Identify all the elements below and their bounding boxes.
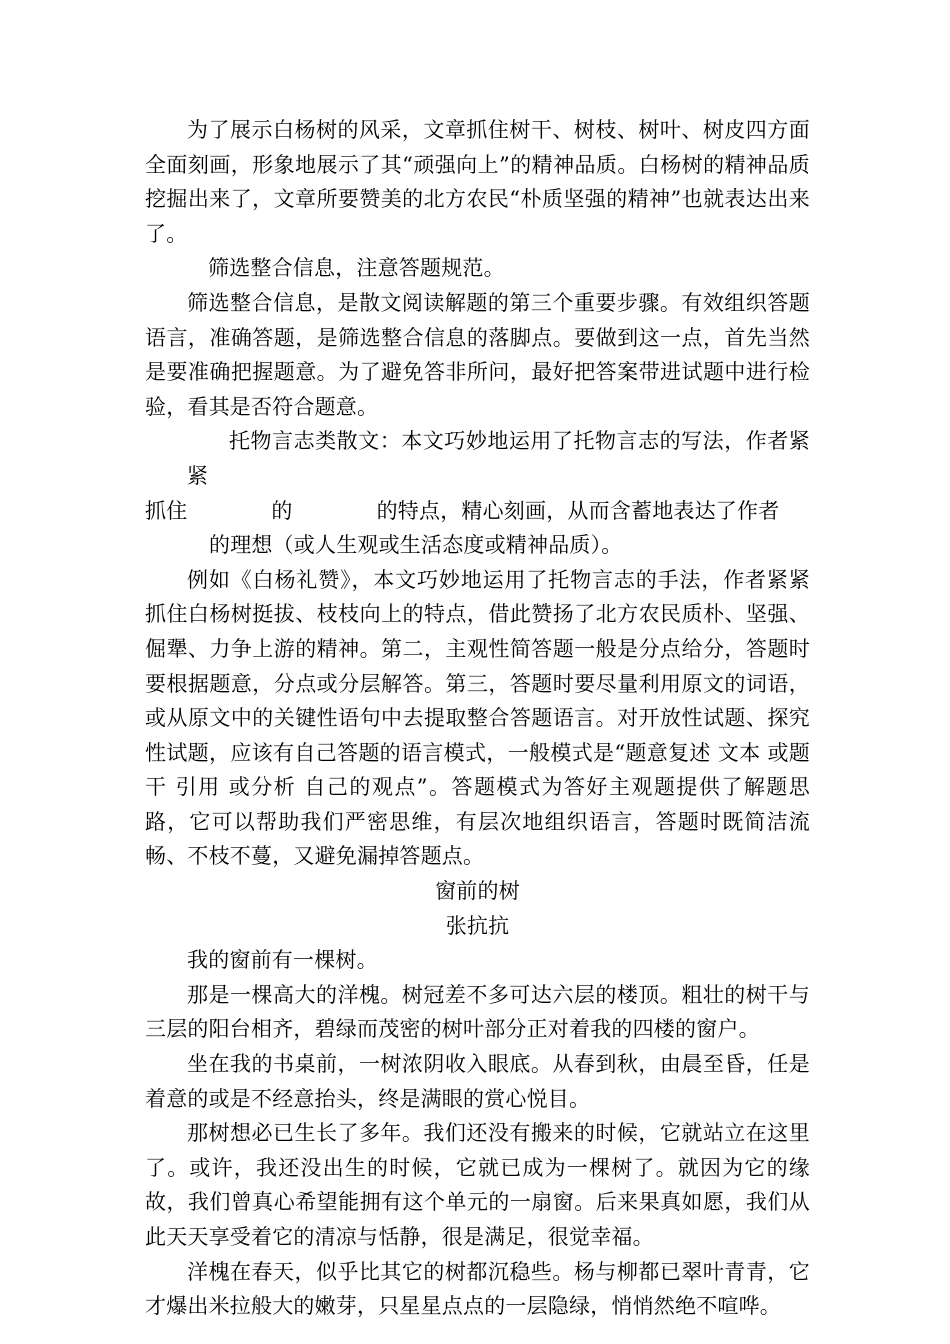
paragraph-example-baiyang: 例如《白杨礼赞》，本文巧妙地运用了托物言志的手法，作者紧紧抓住白杨树挺拔、枝枝向上的特点，借此赞扬了北方农民质朴、坚强、倔犟、力争上游的精神。第二，主观性简答题一般是分点给分，答题时要根据题意，分点或分层解答。第三，答题时要尽量利用原文的词语，或从原文中的关键性语句中去提取整合答题语言。对开放性试题、探究性试题，应该有自己答题的语言模式，一般模式是“题意复述 文本 或题干 引用 或分析 自己的观点”。答题模式为答好主观题提供了解题思路，它可以帮助我们严密思维，有层次地组织语言，答题时既简洁流畅、不枝不蔓，又避免漏掉答题点。 (145, 567, 810, 869)
essay-author: 张抗抗 (445, 913, 510, 938)
template-line-3: 的理想（或人生观或生活态度或精神品质）。 (209, 533, 623, 558)
essay-paragraph-1: 我的窗前有一棵树。 (187, 948, 378, 973)
template-line-1: 托物言志类散文：本文巧妙地运用了托物言志的写法，作者紧紧 (187, 429, 810, 488)
template-text-c: 的特点，精心刻画，从而含蓄地表达了作者 (376, 498, 780, 523)
document-body (145, 113, 810, 1324)
essay-title: 窗前的树 (435, 879, 520, 904)
template-text-a: 抓住 (145, 498, 188, 523)
template-line-2 (145, 494, 810, 529)
essay-paragraph-2: 那是一棵高大的洋槐。树冠差不多可达六层的楼顶。粗壮的树干与三层的阳台相齐，碧绿而茂密的树叶部分正对着我的四楼的窗户。 (145, 982, 810, 1042)
essay-paragraph-5: 洋槐在春天，似乎比其它的树都沉稳些。杨与柳都已翠叶青青，它才爆出米拉般大的嫩芽，只星星点点的一层隐绿，悄悄然绝不喧哗。 (145, 1259, 810, 1319)
essay-paragraph-4: 那树想必已生长了多年。我们还没有搬来的时候，它就站立在这里了。或许，我还没出生的时候，它就已成为一棵树了。就因为它的缘故，我们曾真心希望能拥有这个单元的一扇窗。后来果真如愿，我们从此天天享受着它的清凉与恬静，很是满足，很觉幸福。 (145, 1121, 810, 1249)
template-text-b: 的 (271, 498, 293, 523)
paragraph-screening-info: 筛选整合信息，是散文阅读解题的第三个重要步骤。有效组织答题语言，准确答题，是筛选整合信息的落脚点。要做到这一点，首先当然是要准确把握题意。为了避免答非所问，最好把答案带进试题中进行检验，看其是否符合题意。 (145, 290, 810, 419)
paragraph-baiyang-analysis: 为了展示白杨树的风采，文章抓住树干、树枝、树叶、树皮四方面全面刻画，形象地展示了其“顽强向上”的精神品质。白杨树的精神品质挖掘出来了，文章所要赞美的北方农民“朴质坚强的精神”也就表达出来了。 (145, 118, 810, 246)
essay-paragraph-3: 坐在我的书桌前，一树浓阴收入眼底。从春到秋，由晨至昏，任是着意的或是不经意抬头，终是满眼的赏心悦目。 (145, 1052, 810, 1111)
paragraph-section-heading: 筛选整合信息，注意答题规范。 (208, 256, 505, 281)
paragraph-template (145, 424, 810, 562)
